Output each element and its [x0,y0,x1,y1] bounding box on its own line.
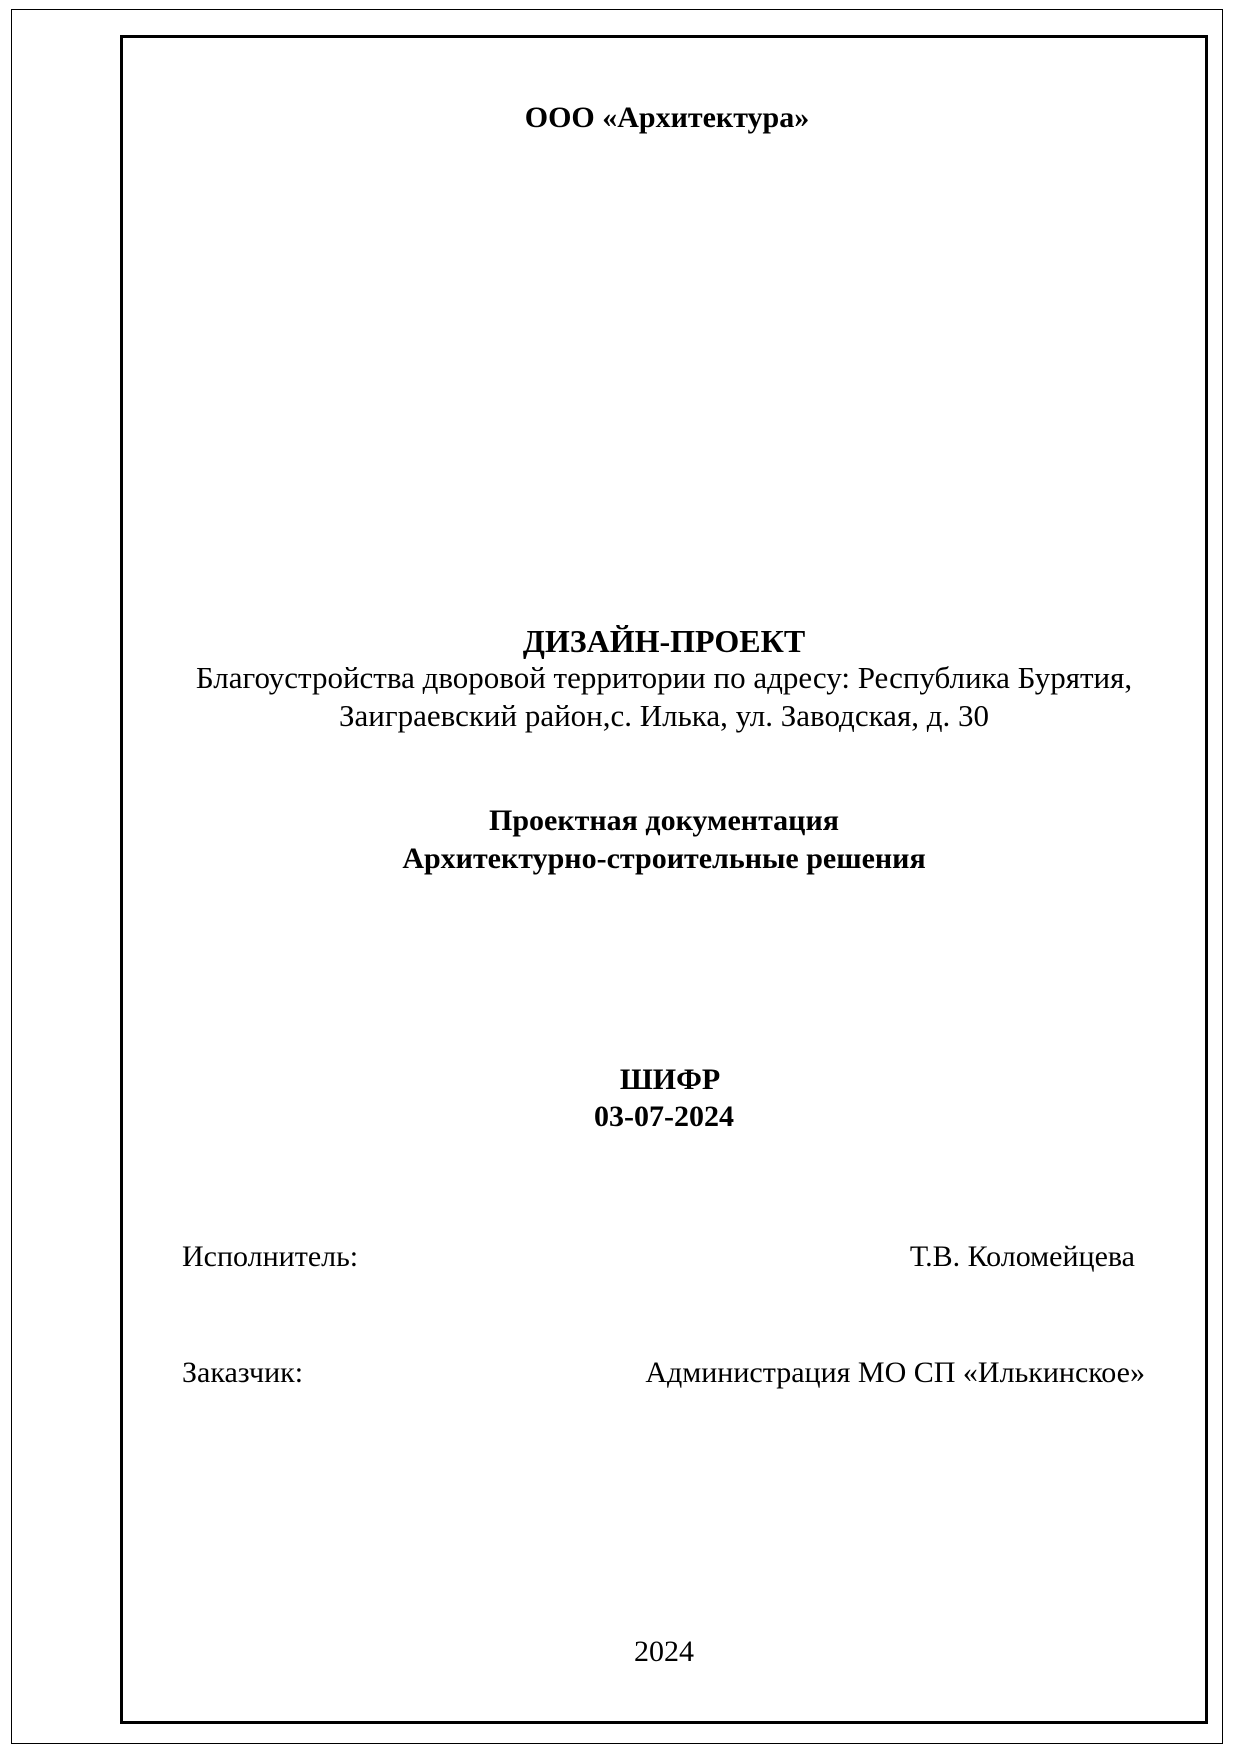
subject-line-2: Заиграевский район,с. Илька, ул. Заводская, д. 30 [339,698,989,733]
organization-name: ООО «Архитектура» [524,101,810,134]
cipher-label: ШИФР [619,1063,721,1096]
client-name: Администрация МО СП «Илькинское» [645,1356,1145,1389]
executor-name: Т.В. Коломейцева [909,1240,1135,1273]
executor-label: Исполнитель: [182,1240,359,1273]
subject-line-1: Благоустройства дворовой территории по адресу: Республика Бурятия, [195,660,1133,695]
section-title-line-1: Проектная документация [489,804,839,837]
section-title-line-2: Архитектурно-строительные решения [402,842,926,875]
document-type-heading: ДИЗАЙН-ПРОЕКТ [522,623,806,659]
document-year: 2024 [634,1635,694,1668]
client-label: Заказчик: [182,1356,304,1389]
title-page-frame [120,35,1208,1724]
cipher-value: 03-07-2024 [594,1100,734,1133]
